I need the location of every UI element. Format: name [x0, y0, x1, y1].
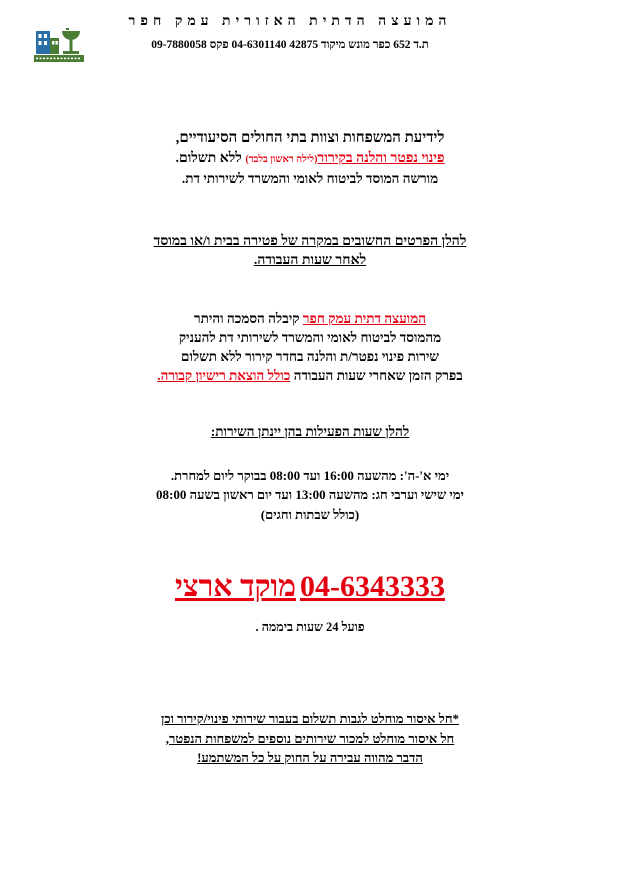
details-line-2: לאחר שעות העבודה.	[253, 253, 367, 268]
hours-title-block	[0, 424, 620, 440]
approval-line-4	[0, 366, 620, 385]
intro-line-1: לידיעת המשפחות וצוות בתי החולים הסיעודיים,	[175, 130, 445, 146]
council-name: המועצה הדתית האזורית עמק חפר	[128, 14, 452, 29]
council-emblem-icon	[28, 22, 90, 70]
intro-period: .	[175, 151, 179, 166]
hours-title: להלן שעות הפעילות בהן יינתן השירות:	[210, 423, 410, 439]
intro-line-3: מורשה המוסד לביטוח לאומי והמשרד לשירותי דת.	[181, 171, 439, 186]
approval-block	[0, 309, 620, 386]
approval-line-4-black: בפרק הזמן שאחרי שעות העבודה	[293, 368, 463, 384]
approval-line-3: שירות פינוי נפטר/ת והלנה בחדר קירור ללא תשלום	[181, 349, 439, 365]
hours-line-note: (כולל שבתות וחגים)	[260, 506, 360, 522]
hotline-availability: פועל 24 שעות ביממה .	[255, 620, 365, 635]
warning-line-1: *חל איסור מוחלט לגבות תשלום בעבור שירותי פינוי/קירור וכן	[160, 711, 460, 727]
approval-council-name: המועצה דתית עמק חפר	[302, 311, 427, 326]
intro-red-emphasis: פינוי נפטר והלנה בקירור	[317, 151, 445, 166]
approval-line-1	[0, 309, 620, 328]
hotline-row	[0, 570, 620, 604]
document-header	[0, 0, 620, 92]
details-block	[0, 234, 620, 269]
intro-block	[0, 130, 620, 187]
hotline-number[interactable]: 04-6343333	[300, 570, 446, 604]
hours-line-weekend: ימי שישי וערבי חג: מהשעה 13:00 ועד יום ראשון בשעה 08:00	[156, 487, 464, 503]
warning-line-2: חל איסור מוחלט למכור שירותים נוספים למשפחות הנפטר,	[165, 730, 455, 746]
council-address: ת.ד 652 כפר מונש מיקוד 42875 04-6301140 פקס 09-7880058	[151, 39, 429, 51]
intro-black-emphasis: ללא תשלום	[178, 151, 242, 166]
warning-block	[0, 709, 620, 768]
intro-red-parenthetical: (לילה ראשון בלבד)	[245, 154, 318, 165]
hours-block	[0, 466, 620, 525]
approval-line-1-rest: קיבלה הסמכה והיתר	[193, 311, 300, 326]
approval-line-4-red: כולל הוצאת רישיון קבורה.	[157, 368, 291, 384]
details-line-1: להלן הפרטים החשובים במקרה של פטירה בבית ו/או במוסד	[153, 234, 467, 249]
approval-line-2: מהמוסד לביטוח לאומי והמשרד לשירותי דת להעניק	[178, 330, 442, 346]
hours-line-weekdays: ימי א'-ה': מהשעה 16:00 ועד 08:00 בבוקר ליום למחרת.	[170, 467, 450, 483]
hotline-label: מוקד ארצי	[174, 570, 297, 604]
warning-line-3: הדבר מהווה עבירה על החוק על כל המשתמע!	[197, 750, 423, 766]
hotline-block	[0, 570, 620, 635]
intro-line-2	[0, 151, 620, 167]
